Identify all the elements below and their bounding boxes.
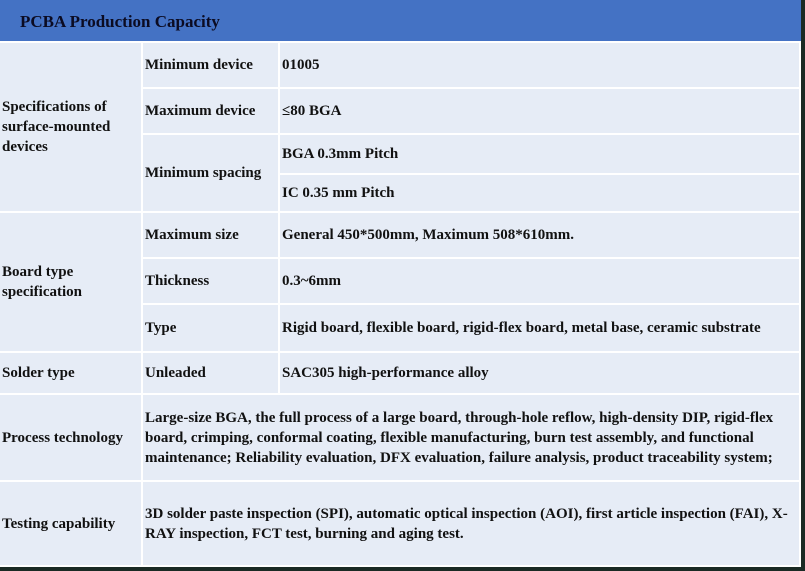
min-spacing-value-1 <box>280 135 801 175</box>
min-device-label <box>143 43 280 89</box>
table-title: PCBA Production Capacity <box>0 0 801 43</box>
testing-value-text: 3D solder paste inspection (SPI), automatic optical inspection (AOI), first article inspection (FAI), X-RAY inspection, FCT test, burning and aging test. <box>145 505 788 542</box>
category-testing <box>0 482 143 567</box>
max-device-label <box>143 89 280 135</box>
max-size-label <box>143 213 280 259</box>
bottom-edge <box>0 567 805 571</box>
thickness-value-text: 0.3~6mm <box>282 273 342 289</box>
type-value-text: Rigid board, flexible board, rigid-flex board, metal base, ceramic substrate <box>282 320 761 336</box>
type-label-text: Type <box>145 320 177 336</box>
max-device-label-text: Maximum device <box>145 103 256 119</box>
max-size-value <box>280 213 801 259</box>
solder-value <box>280 353 801 395</box>
testing-value <box>143 482 801 567</box>
solder-label <box>143 353 280 395</box>
min-device-value-text: 01005 <box>282 57 320 73</box>
max-size-value-text: General 450*500mm, Maximum 508*610mm. <box>282 227 575 243</box>
category-solder-label: Solder type <box>2 365 75 381</box>
max-device-value-text: ≤80 BGA <box>282 103 342 119</box>
min-spacing-value-1-text: BGA 0.3mm Pitch <box>282 146 399 162</box>
min-spacing-label <box>143 135 280 213</box>
thickness-value <box>280 259 801 305</box>
category-solder <box>0 353 143 395</box>
min-device-label-text: Minimum device <box>145 57 253 73</box>
category-smd-label: Specifications of surface-mounted devices <box>2 99 111 155</box>
max-size-label-text: Maximum size <box>145 227 239 243</box>
thickness-label-text: Thickness <box>145 273 210 289</box>
thickness-label <box>143 259 280 305</box>
solder-value-text: SAC305 high-performance alloy <box>282 365 489 381</box>
category-board-label: Board type specification <box>2 264 82 300</box>
type-value <box>280 305 801 353</box>
category-process-label: Process technology <box>2 429 123 446</box>
process-value-text: Large-size BGA, the full process of a large board, through-hole reflow, high-density DIP, rigid-flex board, crimping, conformal coating, flexible manufacturing, burn test assembly, and functional maintenance; Reliability evaluation, DFX evaluation, failure analysis, product traceability system; <box>145 409 774 466</box>
category-testing-label: Testing capability <box>2 515 116 532</box>
min-spacing-value-2 <box>280 175 801 213</box>
min-spacing-value-2-text: IC 0.35 mm Pitch <box>282 185 395 201</box>
category-smd <box>0 43 143 213</box>
solder-label-text: Unleaded <box>145 365 206 381</box>
right-edge <box>801 0 805 571</box>
type-label <box>143 305 280 353</box>
min-spacing-label-text: Minimum spacing <box>145 165 262 181</box>
process-value <box>143 395 801 482</box>
category-process <box>0 395 143 482</box>
max-device-value <box>280 89 801 135</box>
category-board <box>0 213 143 353</box>
min-device-value <box>280 43 801 89</box>
